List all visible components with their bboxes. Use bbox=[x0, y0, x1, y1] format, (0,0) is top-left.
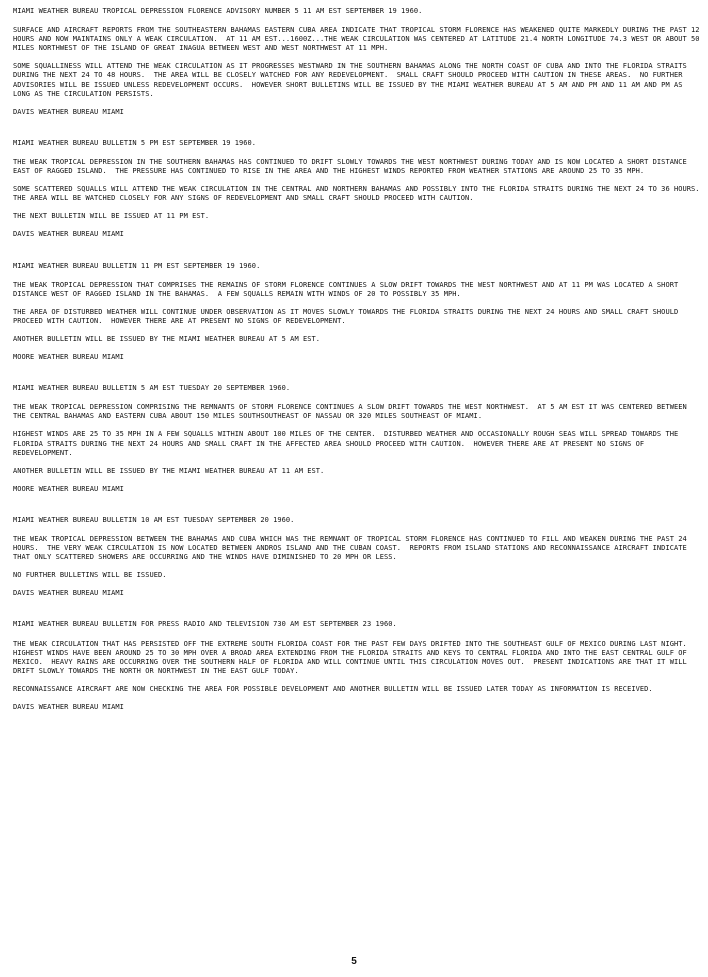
advisory-paragraph: SOME SQUALLINESS WILL ATTEND THE WEAK CIRCULATION AS IT PROGRESSES WESTWARD IN THE SOUTHERN BAHAMAS ALONG THE NORTH COAST OF CUBA AND INTO THE FLORIDA STRAITS DURING THE NEXT 24 TO 48 HOURS. THE AREA WILL BE CLOSELY WATCHED FOR ANY REDEVELOPMENT. SMALL CRAFT SHOULD PROCEED WITH CAUTION IN THESE AREAS. NO FURTHER ADVISORIES WILL BE ISSUED UNLESS REDEVELOPMENT OCCURS. HOWEVER SHORT BULLETINS WILL BE ISSUED BY THE MIAMI WEATHER BUREAU AT 5 AM AND PM AND 11 AM AND PM AS LONG AS THE CIRCULATION PERSISTS. bbox=[13, 62, 692, 98]
advisory-signature: DAVIS WEATHER BUREAU MIAMI bbox=[13, 107, 124, 116]
entry-gap bbox=[13, 362, 701, 384]
bulletin-paragraph: THE AREA OF DISTURBED WEATHER WILL CONTINUE UNDER OBSERVATION AS IT MOVES SLOWLY TOWARDS THE FLORIDA STRAITS DURING THE NEXT 24 HOURS AND SMALL CRAFT SHOULD PROCEED WITH CAUTION. HOWEVER THERE ARE AT PRESENT NO SIGNS OF REDEVELOPMENT. bbox=[13, 307, 683, 325]
bulletin-entry bbox=[13, 620, 701, 712]
page-number: 5 bbox=[351, 956, 357, 967]
bulletin-signature: MOORE WEATHER BUREAU MIAMI bbox=[13, 484, 124, 493]
bulletin-entry bbox=[13, 262, 701, 363]
document-page bbox=[13, 7, 708, 712]
entry-gap bbox=[13, 598, 701, 620]
bulletin-paragraph: THE WEAK TROPICAL DEPRESSION BETWEEN THE BAHAMAS AND CUBA WHICH WAS THE REMNANT OF TROPICAL STORM FLORENCE HAS CONTINUED TO FILL AND WEAKEN DURING THE PAST 24 HOURS. THE VERY WEAK CIRCULATION IS NOW LOCATED BETWEEN ANDROS ISLAND AND THE CUBAN COAST. REPORTS FROM ISLAND STATIONS AND RECONNAISSANCE AIRCRAFT INDICATE THAT ONLY SCATTERED SHOWERS ARE OCCURRING AND THE WINDS HAVE DIMINISHED TO 20 MPH OR LESS. bbox=[13, 535, 692, 562]
bulletin-heading: MIAMI WEATHER BUREAU BULLETIN 5 AM EST TUESDAY 20 SEPTEMBER 1960. bbox=[13, 384, 291, 393]
bulletin-paragraph: ANOTHER BULLETIN WILL BE ISSUED BY THE MIAMI WEATHER BUREAU AT 5 AM EST. bbox=[13, 334, 321, 343]
entry-gap bbox=[13, 240, 701, 262]
bulletin-signature: DAVIS WEATHER BUREAU MIAMI bbox=[13, 230, 124, 239]
bulletin-paragraph: NO FURTHER BULLETINS WILL BE ISSUED. bbox=[13, 571, 167, 580]
bulletin-paragraph: THE NEXT BULLETIN WILL BE ISSUED AT 11 PM EST. bbox=[13, 212, 210, 221]
bulletin-heading: MIAMI WEATHER BUREAU BULLETIN 10 AM EST TUESDAY SEPTEMBER 20 1960. bbox=[13, 515, 295, 524]
bulletin-paragraph: THE WEAK CIRCULATION THAT HAS PERSISTED OFF THE EXTREME SOUTH FLORIDA COAST FOR THE PAST FEW DAYS DRIFTED INTO THE SOUTHEAST GULF OF MEXICO DURING LAST NIGHT. HIGHEST WINDS HAVE BEEN AROUND 25 TO 30 MPH OVER A BROAD AREA EXTENDING FROM THE FLORIDA STRAITS AND KEYS TO CENTRAL FLORIDA AND INTO THE EAST CENTRAL GULF OF MEXICO. HEAVY RAINS ARE OCCURRING OVER THE SOUTHERN HALF OF FLORIDA AND WILL CONTINUE UNTIL THIS CIRCULATION MOVES OUT. PRESENT INDICATIONS ARE THAT IT WILL DRIFT SLOWLY TOWARDS THE NORTH OR NORTHWEST IN THE EAST GULF TODAY. bbox=[13, 639, 696, 675]
bulletin-paragraph: THE WEAK TROPICAL DEPRESSION COMPRISING THE REMNANTS OF STORM FLORENCE CONTINUES A SLOW DRIFT TOWARDS THE WEST NORTHWEST. AT 5 AM EST IT WAS CENTERED BETWEEN THE CENTRAL BAHAMAS AND EASTERN CUBA ABOUT 150 MILES SOUTHSOUTHEAST OF NASSAU OR 320 MILES SOUTHEAST OF MIAMI. bbox=[13, 403, 692, 421]
bulletin-paragraph: RECONNAISSANCE AIRCRAFT ARE NOW CHECKING THE AREA FOR POSSIBLE DEVELOPMENT AND ANOTHER BULLETIN WILL BE ISSUED LATER TODAY AS INFORMATION IS RECEIVED. bbox=[13, 684, 653, 693]
advisory-entry bbox=[13, 7, 704, 117]
advisory-paragraph: SURFACE AND AIRCRAFT REPORTS FROM THE SOUTHEASTERN BAHAMAS EASTERN CUBA AREA INDICATE THAT TROPICAL STORM FLORENCE HAS WEAKENED QUITE MARKEDLY DURING THE PAST 12 HOURS AND NOW MAINTAINS ONLY A WEAK CIRCULATION. AT 11 AM EST...1600Z...THE WEAK CIRCULATION WAS CENTERED AT LATITUDE 21.4 NORTH LONGITUDE 74.3 WEST OR ABOUT 50 MILES NORTHWEST OF THE ISLAND OF GREAT INAGUA BETWEEN WEST AND WEST NORTHWEST AT 11 MPH. bbox=[13, 26, 704, 53]
bulletin-heading: MIAMI WEATHER BUREAU BULLETIN FOR PRESS RADIO AND TELEVISION 730 AM EST SEPTEMBER 23 1960. bbox=[13, 620, 397, 629]
bulletin-entry bbox=[13, 384, 701, 494]
bulletin-paragraph: THE WEAK TROPICAL DEPRESSION THAT COMPRISES THE REMAINS OF STORM FLORENCE CONTINUES A SLOW DRIFT TOWARDS THE WEST NORTHWEST AND AT 11 PM WAS LOCATED A SHORT DISTANCE WEST OF RAGGED ISLAND IN THE BAHAMAS. A FEW SQUALLS REMAIN WITH WINDS OF 20 TO POSSIBLY 35 MPH. bbox=[13, 280, 683, 298]
bulletin-entry bbox=[13, 138, 708, 240]
bulletin-heading: MIAMI WEATHER BUREAU BULLETIN 5 PM EST SEPTEMBER 19 1960. bbox=[13, 138, 257, 147]
bulletin-signature: DAVIS WEATHER BUREAU MIAMI bbox=[13, 703, 124, 712]
entry-gap bbox=[13, 494, 701, 516]
advisory-heading: MIAMI WEATHER BUREAU TROPICAL DEPRESSION FLORENCE ADVISORY NUMBER 5 11 AM EST SEPTEMBER 19 1960. bbox=[13, 7, 423, 15]
bulletin-heading: MIAMI WEATHER BUREAU BULLETIN 11 PM EST SEPTEMBER 19 1960. bbox=[13, 261, 261, 270]
bulletin-signature: MOORE WEATHER BUREAU MIAMI bbox=[13, 353, 124, 362]
bulletin-paragraph: THE WEAK TROPICAL DEPRESSION IN THE SOUTHERN BAHAMAS HAS CONTINUED TO DRIFT SLOWLY TOWARDS THE WEST NORTHWEST DURING TODAY AND IS NOW LOCATED A SHORT DISTANCE EAST OF RAGGED ISLAND. THE PRESSURE HAS CONTINUED TO RISE IN THE AREA AND THE HIGHEST WINDS REPORTED FROM WEATHER STATIONS ARE AROUND 25 TO 35 MPH. bbox=[13, 157, 692, 176]
bulletin-paragraph: HIGHEST WINDS ARE 25 TO 35 MPH IN A FEW SQUALLS WITHIN ABOUT 100 MILES OF THE CENTER. DISTURBED WEATHER AND OCCASIONALLY ROUGH SEAS WILL SPREAD TOWARDS THE FLORIDA STRAITS DURING THE NEXT 24 HOURS AND SMALL CRAFT IN THE AFFECTED AREA SHOULD PROCEED WITH CAUTION. HOWEVER THERE ARE AT PRESENT NO SIGNS OF REDEVELOPMENT. bbox=[13, 430, 683, 457]
bulletin-signature: DAVIS WEATHER BUREAU MIAMI bbox=[13, 589, 124, 598]
bulletin-paragraph: ANOTHER BULLETIN WILL BE ISSUED BY THE MIAMI WEATHER BUREAU AT 11 AM EST. bbox=[13, 466, 325, 475]
entry-gap bbox=[13, 117, 701, 139]
bulletin-entry bbox=[13, 516, 701, 599]
bulletin-paragraph: SOME SCATTERED SQUALLS WILL ATTEND THE WEAK CIRCULATION IN THE CENTRAL AND NORTHERN BAHAMAS AND POSSIBLY INTO THE FLORIDA STRAITS DURING THE NEXT 24 TO 36 HOURS. THE AREA WILL BE WATCHED CLOSELY FOR ANY SIGNS OF REDEVELOPMENT AND SMALL CRAFT SHOULD PROCEED WITH CAUTION. bbox=[13, 185, 708, 203]
